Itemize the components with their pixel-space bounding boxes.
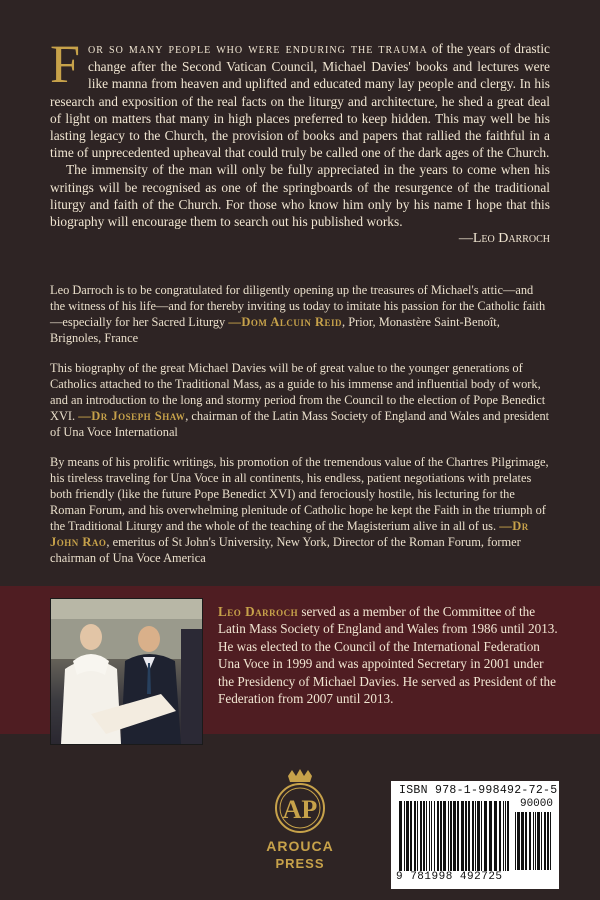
endorser-affiliation: , Prior, Monastère Saint-Benoît, Brignoles, France: [50, 315, 500, 345]
author-bio-text: served as a member of the Committee of the Latin Mass Society of England and Wales from 1986 until 2013. He was elected to the Council of the International Federation Una Voce in 1999 and was appointed Secretary in 2001 under the Presidency of Michael Davies. He served as President of the Federation from 2007 until 2013.: [218, 604, 558, 707]
drop-cap: F: [50, 34, 81, 94]
barcode-bar: [465, 801, 467, 871]
barcode-bar: [434, 801, 435, 871]
isbn-number: ISBN 978-1-998492-72-5: [399, 784, 558, 797]
addon-barcode-bars: [515, 812, 553, 870]
barcode-bar: [468, 801, 470, 871]
endorser-name: —Dr Joseph Shaw: [78, 409, 186, 423]
endorsement-text: This biography of the great Michael Davies will be of great value to the younger generations of Catholics attached to the Traditional Mass, as a guide to his immense and influential body of work, and an introduction to the long and stormy period from the Council to the election of Pope Benedict XVI.: [50, 361, 546, 423]
author-bio: [218, 603, 558, 707]
barcode-bar: [535, 812, 536, 870]
endorsement: [50, 454, 550, 566]
barcode-bar: [404, 801, 405, 871]
author-name: Leo Darroch: [218, 604, 299, 619]
barcode-bar: [550, 812, 551, 870]
endorser-affiliation: , chairman of the Latin Mass Society of England and Wales and president of Una Voce International: [50, 409, 550, 439]
barcode-bar: [406, 801, 409, 871]
barcode-bar: [537, 812, 540, 870]
ean-number: 9 781998 492725: [396, 871, 503, 883]
foreword-paragraph-1-text: of the years of drastic change after the Second Vatican Council, Michael Davies' books and lectures were like manna from heaven and uplifted and educated many lay people and clergy. In his research and exposition of the real facts on the liturgy and architecture, he shed a great deal of light on matters that many in high places preferred to keep hidden. This may well be his lasting legacy to the Church, the provision of books and papers that rallied the faithful in a time of unprecedented upheaval that could truly be called one of the dark ages of the Church.: [50, 41, 550, 161]
price-code: 90000: [519, 798, 553, 810]
endorser-affiliation: , emeritus of St John's University, New York, Director of the Roman Forum, former chairman of Una Voce America: [50, 535, 521, 565]
barcode-bar: [426, 801, 427, 871]
endorsements: [50, 282, 550, 580]
foreword-signature: —Leo Darroch: [458, 231, 550, 247]
barcode-bar: [450, 801, 452, 871]
barcode-bar: [423, 801, 425, 871]
barcode-bar: [417, 801, 418, 871]
isbn-barcode: [391, 781, 559, 889]
publisher-name-line-2: PRESS: [275, 856, 325, 871]
barcode-bar: [544, 812, 546, 870]
barcode-bar: [440, 801, 442, 871]
barcode-bar: [443, 801, 446, 871]
barcode-bar: [414, 801, 416, 871]
barcode-bar: [507, 801, 509, 871]
barcode-bar: [481, 801, 482, 871]
endorsement-text: By means of his prolific writings, his promotion of the tremendous value of the Chartres Pilgrimage, his tireless traveling for Una Voce in all continents, his endless, patient negotiations with prelates both friendly (like the future Pope Benedict XVI) and ferociously hostile, his lecturing for the Roman Forum, and his overwhelming plenitude of Catholic hope he kept the Faith in the triumph of the Traditional Liturgy and the whole of the teaching of the Magisterium alive in all of us.: [50, 455, 549, 533]
barcode-bar: [494, 801, 497, 871]
foreword-excerpt: [50, 34, 550, 247]
barcode-bar: [453, 801, 456, 871]
barcode-bar: [399, 801, 402, 871]
barcode-bar: [521, 812, 524, 870]
foreword-paragraph-2: The immensity of the man will only be fully appreciated in the years to come when his writings will be recognised as one of the springboards of the resurgence of the traditional liturgy and faith of the Church. For those who know him only by his name I hope that this biography will encourage them to search out his published works.: [50, 162, 550, 230]
barcode-bar: [547, 812, 549, 870]
barcode-bar: [420, 801, 422, 871]
barcode-bar: [505, 801, 506, 871]
barcode-bar: [499, 801, 501, 871]
barcode-bar: [461, 801, 464, 871]
endorsement: [50, 360, 550, 440]
barcode-bar: [477, 801, 480, 871]
barcode-bar: [525, 812, 527, 870]
foreword-paragraph-1: [50, 34, 550, 161]
barcode-bar: [541, 812, 542, 870]
author-photo-illustration: [51, 599, 202, 744]
barcode-bar: [515, 812, 516, 870]
endorsement: [50, 282, 550, 346]
lead-small-caps: or so many people who were enduring the trauma: [88, 42, 428, 57]
barcode-bar: [431, 801, 432, 871]
barcode-bar: [484, 801, 487, 871]
barcode-bar: [489, 801, 492, 871]
barcode-bar: [529, 812, 531, 870]
barcode-bar: [448, 801, 449, 871]
barcode-bar: [457, 801, 459, 871]
endorsement-text: Leo Darroch is to be congratulated for diligently opening up the treasures of Michael's attic—and the witness of his life—and for thereby inviting us today to imitate his passion for the Catholic faith—especially for her Sacred Liturgy: [50, 283, 546, 329]
barcode-bar: [472, 801, 474, 871]
barcode-bar: [533, 812, 534, 870]
ean-barcode-bars: [399, 801, 511, 871]
barcode-bar: [475, 801, 476, 871]
barcode-bar: [437, 801, 439, 871]
publisher-monogram: AP: [282, 795, 318, 824]
barcode-bar: [517, 812, 520, 870]
publisher-name-line-1: AROUCA: [266, 838, 334, 854]
barcode-bar: [410, 801, 412, 871]
author-photo: [50, 598, 203, 745]
barcode-bar: [503, 801, 504, 871]
barcode-bar: [429, 801, 430, 871]
endorser-name: —Dr John Rao: [50, 519, 529, 549]
endorser-name: —Dom Alcuin Reid: [228, 315, 343, 329]
